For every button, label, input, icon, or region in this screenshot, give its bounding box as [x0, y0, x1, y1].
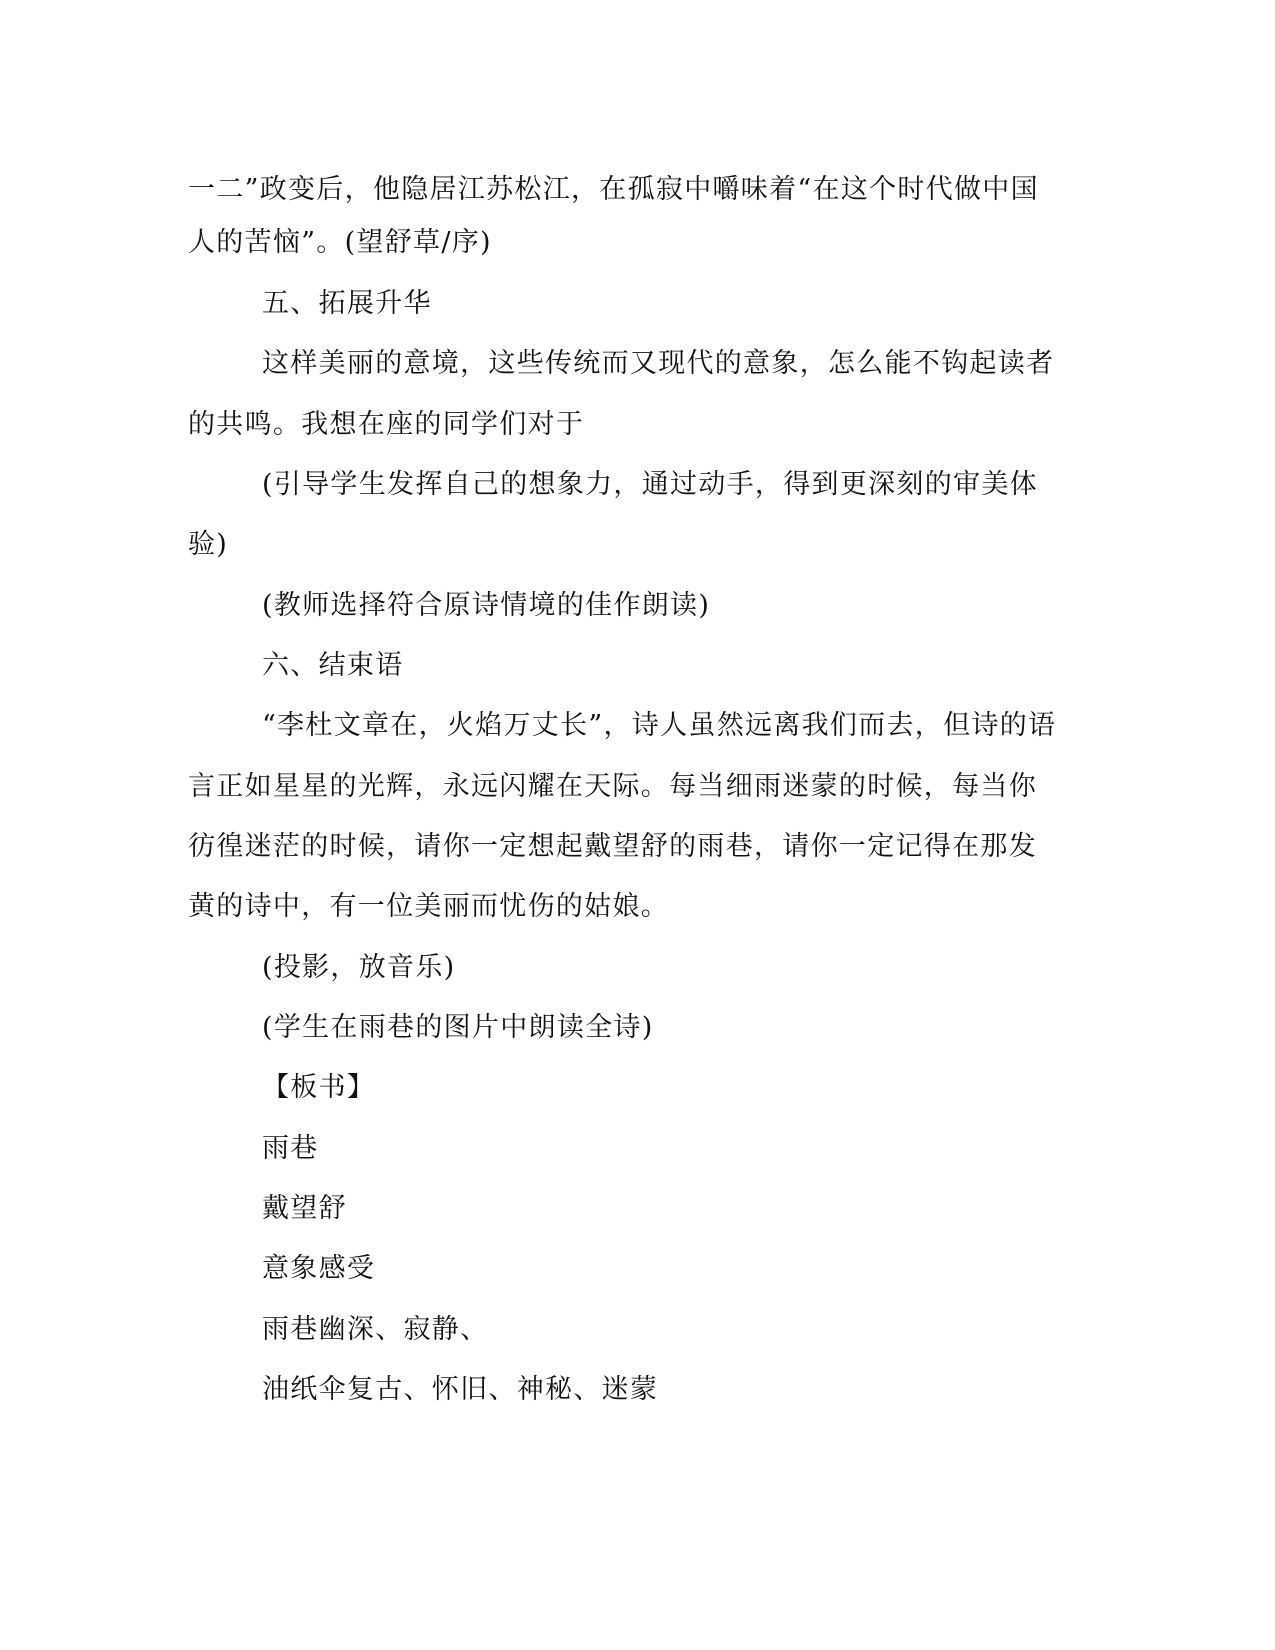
text-line: 一二”政变后，他隐居江苏松江，在孤寂中嚼味着“在这个时代做中国 — [188, 174, 1039, 205]
board-item: 戴望舒 — [262, 1193, 347, 1224]
text-line: (学生在雨巷的图片中朗读全诗) — [262, 1012, 654, 1043]
text-line: 彷徨迷茫的时候，请你一定想起戴望舒的雨巷，请你一定记得在那发 — [188, 831, 1037, 862]
text-line: 验) — [188, 529, 229, 560]
board-item: 雨巷幽深、寂静、 — [262, 1314, 489, 1345]
section-heading: 六、结束语 — [262, 650, 404, 681]
text-line: (投影，放音乐) — [262, 952, 456, 983]
text-line: 人的苦恼”。(望舒草/序) — [188, 227, 492, 258]
text-line: 这样美丽的意境，这些传统而又现代的意象，怎么能不钩起读者 — [262, 348, 1055, 379]
text-line: 言正如星星的光辉，永远闪耀在天际。每当细雨迷蒙的时候，每当你 — [188, 771, 1037, 802]
text-line: (教师选择符合原诗情境的佳作朗读) — [262, 590, 711, 621]
text-line: “李杜文章在，火焰万丈长”，诗人虽然远离我们而去，但诗的语 — [262, 710, 1057, 741]
text-line: 黄的诗中，有一位美丽而忧伤的姑娘。 — [188, 891, 670, 922]
board-heading: 【板书】 — [262, 1072, 376, 1103]
section-heading: 五、拓展升华 — [262, 288, 432, 319]
text-line: (引导学生发挥自己的想象力，通过动手，得到更深刻的审美体 — [262, 469, 1038, 500]
board-item: 雨巷 — [262, 1133, 319, 1164]
board-item: 油纸伞复古、怀旧、神秘、迷蒙 — [262, 1374, 659, 1405]
board-item: 意象感受 — [262, 1253, 376, 1284]
text-line: 的共鸣。我想在座的同学们对于 — [188, 409, 585, 440]
